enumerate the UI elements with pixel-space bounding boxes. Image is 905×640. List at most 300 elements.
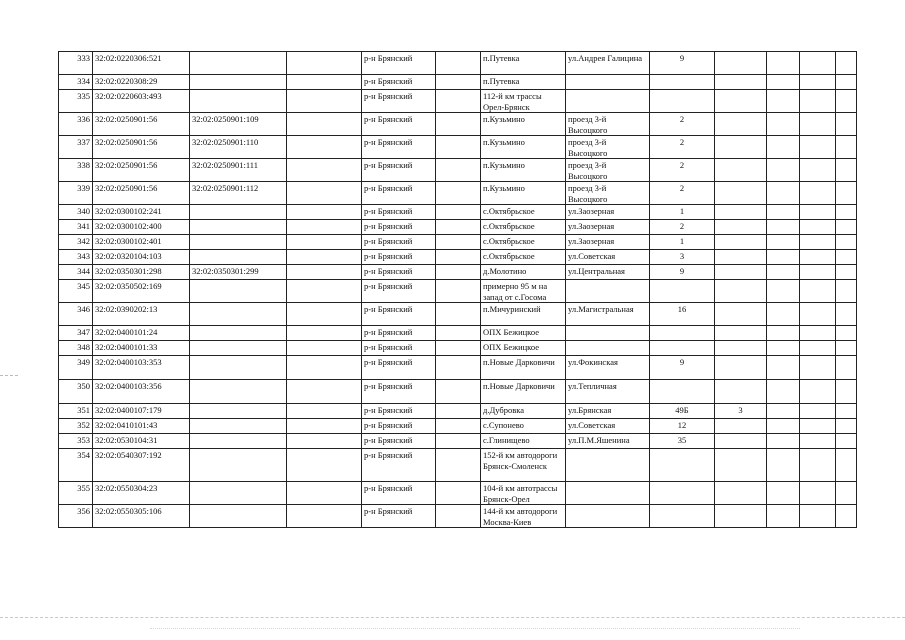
district-cell: р-н Брянский	[362, 404, 436, 419]
table-row	[59, 449, 857, 482]
house-number-cell: 3	[650, 250, 715, 265]
empty-cell	[436, 250, 481, 265]
building-cell	[715, 205, 767, 220]
empty-cell	[767, 449, 800, 482]
empty-cell	[800, 113, 836, 136]
empty-cell	[836, 341, 857, 356]
cadastral-number: 32:02:0350502:169	[93, 280, 190, 303]
cadastral-number: 32:02:0400107:179	[93, 404, 190, 419]
locality-cell: п.Кузьмино	[481, 136, 566, 159]
cadastral-number: 32:02:0220603:493	[93, 90, 190, 113]
empty-cell	[287, 250, 362, 265]
empty-cell	[767, 505, 800, 528]
empty-cell	[800, 303, 836, 326]
empty-cell	[836, 356, 857, 380]
empty-cell	[800, 341, 836, 356]
empty-cell	[287, 75, 362, 90]
building-cell	[715, 280, 767, 303]
cadastral-number: 32:02:0220306:521	[93, 52, 190, 75]
empty-cell	[800, 434, 836, 449]
table-row	[59, 356, 857, 380]
house-number-cell: 1	[650, 205, 715, 220]
house-number-cell	[650, 449, 715, 482]
empty-cell	[767, 265, 800, 280]
empty-cell	[287, 235, 362, 250]
empty-cell	[767, 404, 800, 419]
empty-cell	[767, 341, 800, 356]
building-cell	[715, 265, 767, 280]
empty-cell	[767, 182, 800, 205]
empty-cell	[836, 136, 857, 159]
building-cell	[715, 341, 767, 356]
cadastral-number-2	[190, 52, 287, 75]
district-cell: р-н Брянский	[362, 90, 436, 113]
table-row	[59, 326, 857, 341]
empty-cell	[436, 265, 481, 280]
street-cell	[566, 280, 650, 303]
house-number-cell: 1	[650, 235, 715, 250]
cadastral-number-2	[190, 505, 287, 528]
empty-cell	[767, 136, 800, 159]
building-cell	[715, 449, 767, 482]
cadastral-number: 32:02:0220308:29	[93, 75, 190, 90]
empty-cell	[836, 326, 857, 341]
street-cell: ул.Заозерная	[566, 235, 650, 250]
empty-cell	[767, 356, 800, 380]
empty-cell	[800, 52, 836, 75]
row-number: 337	[59, 136, 93, 159]
building-cell: 3	[715, 404, 767, 419]
empty-cell	[836, 265, 857, 280]
empty-cell	[800, 380, 836, 404]
locality-cell: д.Молотино	[481, 265, 566, 280]
empty-cell	[436, 303, 481, 326]
table-row	[59, 52, 857, 75]
district-cell: р-н Брянский	[362, 75, 436, 90]
table-row	[59, 113, 857, 136]
row-number: 356	[59, 505, 93, 528]
empty-cell	[767, 113, 800, 136]
district-cell: р-н Брянский	[362, 52, 436, 75]
locality-cell: 144-й км автодороги Москва-Киев	[481, 505, 566, 528]
empty-cell	[287, 265, 362, 280]
cadastral-number-2: 32:02:0250901:109	[190, 113, 287, 136]
building-cell	[715, 235, 767, 250]
empty-cell	[767, 159, 800, 182]
row-number: 345	[59, 280, 93, 303]
table-row	[59, 482, 857, 505]
empty-cell	[836, 52, 857, 75]
street-cell: ул.Советская	[566, 419, 650, 434]
house-number-cell: 2	[650, 136, 715, 159]
empty-cell	[836, 159, 857, 182]
district-cell: р-н Брянский	[362, 220, 436, 235]
empty-cell	[767, 250, 800, 265]
empty-cell	[287, 113, 362, 136]
empty-cell	[767, 434, 800, 449]
cadastral-number: 32:02:0400103:356	[93, 380, 190, 404]
empty-cell	[287, 356, 362, 380]
empty-cell	[836, 280, 857, 303]
house-number-cell: 9	[650, 52, 715, 75]
empty-cell	[767, 419, 800, 434]
locality-cell: 152-й км автодороги Брянск-Смоленск	[481, 449, 566, 482]
cadastral-number-2: 32:02:0250901:110	[190, 136, 287, 159]
empty-cell	[436, 449, 481, 482]
district-cell: р-н Брянский	[362, 449, 436, 482]
building-cell	[715, 52, 767, 75]
empty-cell	[436, 136, 481, 159]
house-number-cell	[650, 505, 715, 528]
cadastral-number: 32:02:0300102:400	[93, 220, 190, 235]
cadastral-number-2	[190, 280, 287, 303]
table-row	[59, 90, 857, 113]
empty-cell	[836, 90, 857, 113]
row-number: 351	[59, 404, 93, 419]
cadastral-number-2	[190, 235, 287, 250]
empty-cell	[836, 235, 857, 250]
district-cell: р-н Брянский	[362, 380, 436, 404]
scan-artifact	[0, 375, 18, 377]
empty-cell	[436, 205, 481, 220]
building-cell	[715, 159, 767, 182]
empty-cell	[436, 356, 481, 380]
cadastral-number: 32:02:0410101:43	[93, 419, 190, 434]
empty-cell	[767, 75, 800, 90]
empty-cell	[287, 136, 362, 159]
empty-cell	[800, 136, 836, 159]
empty-cell	[287, 404, 362, 419]
street-cell	[566, 341, 650, 356]
cadastral-number: 32:02:0390202:13	[93, 303, 190, 326]
table-row	[59, 303, 857, 326]
street-cell: ул.Заозерная	[566, 220, 650, 235]
empty-cell	[800, 482, 836, 505]
empty-cell	[436, 280, 481, 303]
district-cell: р-н Брянский	[362, 205, 436, 220]
table-body	[59, 52, 857, 528]
cadastral-number: 32:02:0540307:192	[93, 449, 190, 482]
empty-cell	[436, 326, 481, 341]
house-number-cell: 49Б	[650, 404, 715, 419]
building-cell	[715, 75, 767, 90]
street-cell	[566, 482, 650, 505]
table-row	[59, 434, 857, 449]
locality-cell: п.Новые Дарковичи	[481, 380, 566, 404]
row-number: 333	[59, 52, 93, 75]
empty-cell	[436, 159, 481, 182]
table-row	[59, 159, 857, 182]
empty-cell	[800, 449, 836, 482]
empty-cell	[287, 205, 362, 220]
locality-cell: с.Супонево	[481, 419, 566, 434]
cadastral-number-2	[190, 341, 287, 356]
building-cell	[715, 326, 767, 341]
house-number-cell	[650, 280, 715, 303]
district-cell: р-н Брянский	[362, 265, 436, 280]
cadastral-number-2	[190, 205, 287, 220]
table-row	[59, 265, 857, 280]
scan-artifact	[150, 628, 800, 630]
table-row	[59, 505, 857, 528]
house-number-cell: 9	[650, 356, 715, 380]
cadastral-number: 32:02:0400103:353	[93, 356, 190, 380]
empty-cell	[436, 404, 481, 419]
empty-cell	[800, 419, 836, 434]
cadastral-number: 32:02:0350301:298	[93, 265, 190, 280]
building-cell	[715, 356, 767, 380]
street-cell	[566, 75, 650, 90]
cadastral-number-2: 32:02:0350301:299	[190, 265, 287, 280]
locality-cell: с.Октябрьское	[481, 205, 566, 220]
district-cell: р-н Брянский	[362, 356, 436, 380]
cadastral-number: 32:02:0400101:24	[93, 326, 190, 341]
empty-cell	[800, 505, 836, 528]
empty-cell	[800, 265, 836, 280]
cadastral-number-2	[190, 380, 287, 404]
empty-cell	[836, 505, 857, 528]
house-number-cell: 16	[650, 303, 715, 326]
row-number: 348	[59, 341, 93, 356]
house-number-cell	[650, 380, 715, 404]
cadastral-number-2	[190, 90, 287, 113]
table-row	[59, 280, 857, 303]
building-cell	[715, 90, 767, 113]
empty-cell	[287, 419, 362, 434]
empty-cell	[767, 380, 800, 404]
empty-cell	[836, 482, 857, 505]
locality-cell: п.Мичуринский	[481, 303, 566, 326]
street-cell: ул.Тепличная	[566, 380, 650, 404]
district-cell: р-н Брянский	[362, 136, 436, 159]
row-number: 344	[59, 265, 93, 280]
scan-artifact	[0, 617, 905, 619]
locality-cell: п.Кузьмино	[481, 182, 566, 205]
row-number: 350	[59, 380, 93, 404]
row-number: 349	[59, 356, 93, 380]
house-number-cell	[650, 90, 715, 113]
district-cell: р-н Брянский	[362, 182, 436, 205]
district-cell: р-н Брянский	[362, 505, 436, 528]
row-number: 347	[59, 326, 93, 341]
cadastral-number: 32:02:0320104:103	[93, 250, 190, 265]
locality-cell: с.Октябрьское	[481, 250, 566, 265]
cadastral-number: 32:02:0550305:106	[93, 505, 190, 528]
locality-cell: ОПХ Бежицкое	[481, 326, 566, 341]
cadastral-number-2	[190, 482, 287, 505]
empty-cell	[836, 419, 857, 434]
empty-cell	[836, 303, 857, 326]
district-cell: р-н Брянский	[362, 250, 436, 265]
locality-cell: 112-й км трассы Орел-Брянск	[481, 90, 566, 113]
building-cell	[715, 303, 767, 326]
cadastral-number-2	[190, 250, 287, 265]
empty-cell	[287, 90, 362, 113]
empty-cell	[287, 280, 362, 303]
table-row	[59, 419, 857, 434]
row-number: 343	[59, 250, 93, 265]
street-cell: ул.Магистральная	[566, 303, 650, 326]
empty-cell	[767, 90, 800, 113]
district-cell: р-н Брянский	[362, 326, 436, 341]
house-number-cell: 35	[650, 434, 715, 449]
building-cell	[715, 434, 767, 449]
empty-cell	[836, 182, 857, 205]
empty-cell	[800, 220, 836, 235]
locality-cell: п.Кузьмино	[481, 113, 566, 136]
empty-cell	[767, 52, 800, 75]
empty-cell	[436, 75, 481, 90]
locality-cell: с.Октябрьское	[481, 220, 566, 235]
empty-cell	[800, 159, 836, 182]
empty-cell	[287, 220, 362, 235]
district-cell: р-н Брянский	[362, 303, 436, 326]
row-number: 353	[59, 434, 93, 449]
district-cell: р-н Брянский	[362, 113, 436, 136]
empty-cell	[767, 220, 800, 235]
table-row	[59, 250, 857, 265]
table-row	[59, 75, 857, 90]
empty-cell	[287, 482, 362, 505]
house-number-cell: 2	[650, 220, 715, 235]
empty-cell	[836, 449, 857, 482]
street-cell: проезд 3-й Высоцкого	[566, 182, 650, 205]
cadastral-number: 32:02:0530104:31	[93, 434, 190, 449]
building-cell	[715, 505, 767, 528]
empty-cell	[800, 326, 836, 341]
table-row	[59, 341, 857, 356]
row-number: 352	[59, 419, 93, 434]
empty-cell	[836, 75, 857, 90]
cadastral-number-2: 32:02:0250901:112	[190, 182, 287, 205]
cadastral-number: 32:02:0250901:56	[93, 113, 190, 136]
district-cell: р-н Брянский	[362, 341, 436, 356]
table-row	[59, 380, 857, 404]
table-row	[59, 404, 857, 419]
empty-cell	[767, 235, 800, 250]
empty-cell	[287, 182, 362, 205]
street-cell: ул.П.М.Яшенина	[566, 434, 650, 449]
house-number-cell	[650, 482, 715, 505]
empty-cell	[836, 404, 857, 419]
street-cell: ул.Андрея Галицина	[566, 52, 650, 75]
cadastral-number: 32:02:0250901:56	[93, 182, 190, 205]
locality-cell: п.Кузьмино	[481, 159, 566, 182]
cadastral-number-2	[190, 419, 287, 434]
table-row	[59, 235, 857, 250]
empty-cell	[436, 235, 481, 250]
empty-cell	[836, 434, 857, 449]
row-number: 334	[59, 75, 93, 90]
locality-cell: д.Дубровка	[481, 404, 566, 419]
house-number-cell: 2	[650, 182, 715, 205]
empty-cell	[436, 434, 481, 449]
row-number: 341	[59, 220, 93, 235]
building-cell	[715, 250, 767, 265]
cadastral-number-2	[190, 356, 287, 380]
empty-cell	[436, 505, 481, 528]
locality-cell: ОПХ Бежицкое	[481, 341, 566, 356]
empty-cell	[800, 235, 836, 250]
street-cell: ул.Советская	[566, 250, 650, 265]
empty-cell	[836, 220, 857, 235]
empty-cell	[836, 250, 857, 265]
cadastral-number-2	[190, 75, 287, 90]
street-cell: проезд 3-й Высоцкого	[566, 113, 650, 136]
row-number: 355	[59, 482, 93, 505]
building-cell	[715, 136, 767, 159]
locality-cell: с.Глинищево	[481, 434, 566, 449]
empty-cell	[287, 341, 362, 356]
locality-cell: 104-й км автотрассы Брянск-Орел	[481, 482, 566, 505]
cadastral-number: 32:02:0300102:401	[93, 235, 190, 250]
house-number-cell	[650, 341, 715, 356]
building-cell	[715, 182, 767, 205]
cadastral-number: 32:02:0400101:33	[93, 341, 190, 356]
locality-cell: с.Октябрьское	[481, 235, 566, 250]
table-row	[59, 136, 857, 159]
empty-cell	[800, 90, 836, 113]
street-cell	[566, 449, 650, 482]
empty-cell	[767, 280, 800, 303]
district-cell: р-н Брянский	[362, 482, 436, 505]
cadastral-number-2	[190, 303, 287, 326]
empty-cell	[800, 404, 836, 419]
street-cell	[566, 326, 650, 341]
empty-cell	[800, 250, 836, 265]
row-number: 340	[59, 205, 93, 220]
row-number: 342	[59, 235, 93, 250]
house-number-cell: 2	[650, 113, 715, 136]
locality-cell: примерно 95 м на запад от с.Госома	[481, 280, 566, 303]
empty-cell	[287, 434, 362, 449]
empty-cell	[836, 380, 857, 404]
row-number: 336	[59, 113, 93, 136]
building-cell	[715, 220, 767, 235]
district-cell: р-н Брянский	[362, 419, 436, 434]
empty-cell	[767, 303, 800, 326]
table-row	[59, 220, 857, 235]
empty-cell	[767, 482, 800, 505]
empty-cell	[800, 280, 836, 303]
empty-cell	[436, 482, 481, 505]
empty-cell	[800, 182, 836, 205]
empty-cell	[800, 205, 836, 220]
table-row	[59, 182, 857, 205]
row-number: 339	[59, 182, 93, 205]
district-cell: р-н Брянский	[362, 434, 436, 449]
empty-cell	[287, 380, 362, 404]
house-number-cell	[650, 326, 715, 341]
district-cell: р-н Брянский	[362, 159, 436, 182]
building-cell	[715, 419, 767, 434]
house-number-cell: 9	[650, 265, 715, 280]
cadastral-number-2: 32:02:0250901:111	[190, 159, 287, 182]
cadastral-number-2	[190, 220, 287, 235]
house-number-cell: 12	[650, 419, 715, 434]
cadastral-number-2	[190, 434, 287, 449]
empty-cell	[767, 205, 800, 220]
street-cell	[566, 505, 650, 528]
empty-cell	[436, 220, 481, 235]
table-row	[59, 205, 857, 220]
cadastral-number-2	[190, 449, 287, 482]
empty-cell	[287, 326, 362, 341]
empty-cell	[436, 419, 481, 434]
building-cell	[715, 380, 767, 404]
row-number: 346	[59, 303, 93, 326]
cadastral-number: 32:02:0550304:23	[93, 482, 190, 505]
